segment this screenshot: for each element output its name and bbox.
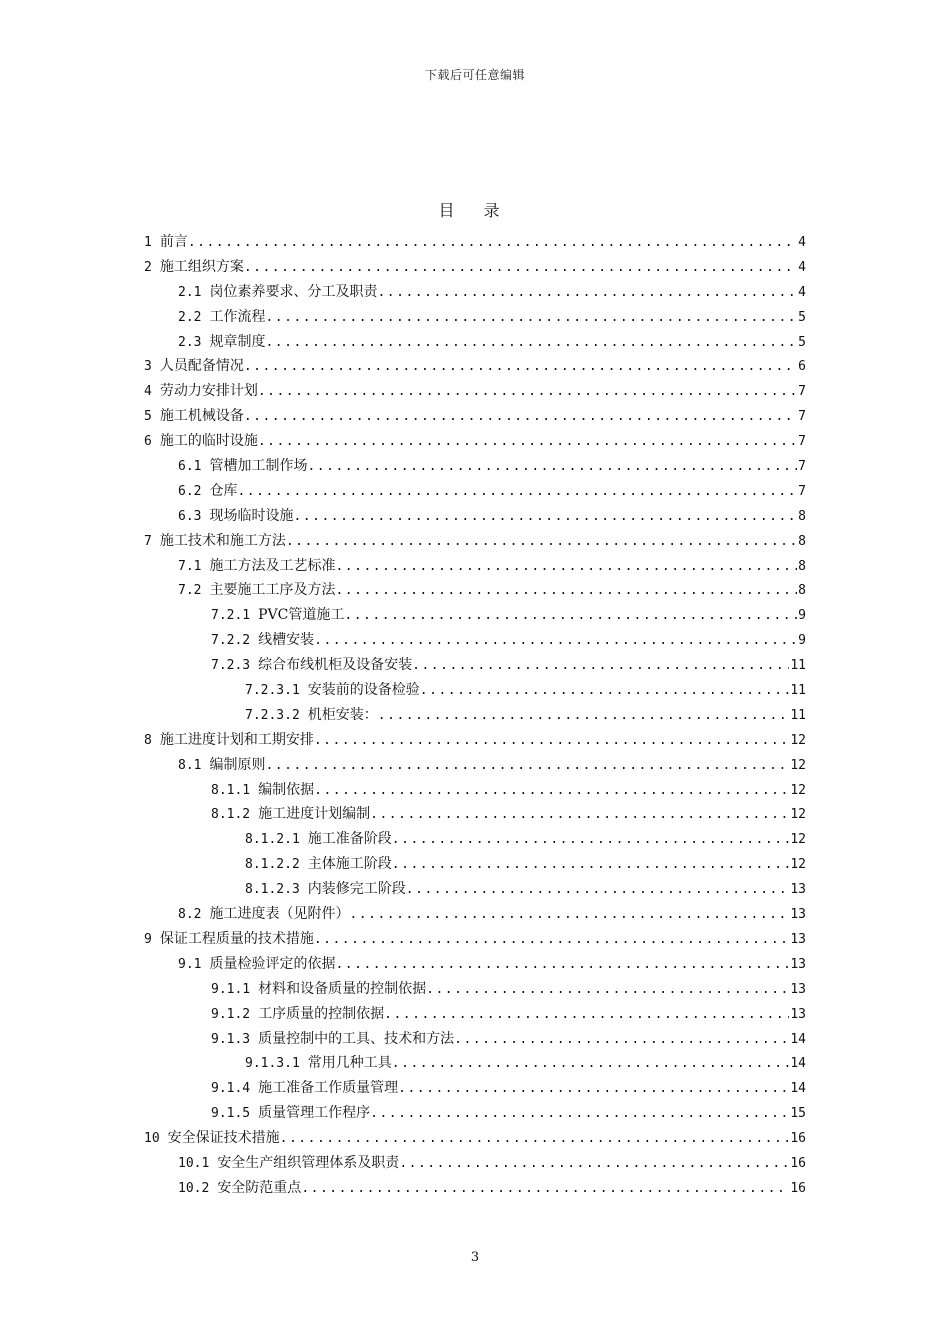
toc-entry-title: 仓库 (209, 482, 238, 499)
toc-entry-page: 16 (790, 1131, 806, 1147)
toc-entry-title: 质量控制中的工具、技术和方法 (258, 1030, 455, 1047)
toc-entry-number: 2.3 (178, 334, 202, 350)
toc-entry-title: 施工组织方案 (159, 258, 244, 275)
toc-entry-page: 12 (790, 857, 806, 873)
toc-entry-title: 主体施工阶段 (307, 856, 392, 873)
toc-entry-title: 主要施工工序及方法 (209, 582, 336, 599)
toc-leader-dots (370, 803, 789, 827)
toc-leader-dots (349, 903, 789, 927)
toc-entry[interactable] (144, 454, 806, 479)
toc-entry-number: 9.1.5 (211, 1106, 251, 1122)
toc-entry[interactable] (144, 977, 806, 1002)
toc-entry[interactable] (144, 728, 806, 753)
toc-entry-title: 施工技术和施工方法 (159, 532, 286, 549)
toc-entry[interactable] (144, 1051, 806, 1076)
toc-entry-title: 工序质量的控制依据 (258, 1005, 385, 1022)
toc-entry-number: 7.2.3.1 (245, 683, 300, 699)
toc-entry-title: PVC管道施工 (258, 607, 345, 624)
toc-entry[interactable] (144, 1101, 806, 1126)
toc-entry-title: 安全保证技术措施 (167, 1130, 280, 1147)
toc-entry-number: 9.1.2 (211, 1006, 251, 1022)
toc-entry-page: 5 (798, 334, 806, 350)
toc-leader-dots (314, 729, 790, 753)
toc-entry-number: 7.2.3.2 (245, 707, 300, 723)
toc-leader-dots (307, 455, 797, 479)
toc-entry-number: 9.1.3.1 (245, 1056, 300, 1072)
toc-entry[interactable] (144, 927, 806, 952)
toc-entry-number: 2.1 (178, 284, 202, 300)
toc-entry[interactable] (144, 827, 806, 852)
toc-entry-title: 规章制度 (209, 333, 266, 350)
toc-leader-dots (406, 878, 790, 902)
toc-leader-dots (314, 629, 797, 653)
toc-entry[interactable] (144, 354, 806, 379)
toc-leader-dots (412, 654, 789, 678)
toc-entry-number: 9.1 (178, 956, 202, 972)
toc-entry[interactable] (144, 379, 806, 404)
toc-entry-title: 工作流程 (209, 308, 266, 325)
toc-entry[interactable] (144, 653, 806, 678)
toc-entry-title: 前言 (159, 234, 188, 250)
toc-leader-dots (265, 331, 797, 355)
toc-entry[interactable] (144, 628, 806, 653)
toc-entry-number: 6.3 (178, 508, 202, 524)
toc-entry-page: 11 (790, 658, 806, 674)
toc-entry-title: 编制原则 (209, 756, 266, 773)
toc-leader-dots (265, 306, 797, 330)
toc-leader-dots (258, 380, 797, 404)
toc-leader-dots (293, 505, 797, 529)
toc-entry[interactable] (144, 504, 806, 529)
toc-entry-number: 7 (144, 533, 152, 549)
toc-entry[interactable] (144, 578, 806, 603)
toc-entry-page: 8 (798, 508, 806, 524)
toc-entry-number: 8.1.2.2 (245, 857, 300, 873)
toc-entry-page: 13 (790, 882, 806, 898)
toc-entry[interactable] (144, 753, 806, 778)
toc-entry-title: 施工进度计划编制 (258, 806, 371, 823)
toc-entry-number: 9 (144, 931, 152, 947)
toc-title: 目 录 (438, 201, 512, 220)
toc-entry-page: 16 (790, 1155, 806, 1171)
toc-leader-dots (392, 853, 790, 877)
toc-leader-dots (377, 281, 797, 305)
toc-entry[interactable] (144, 952, 806, 977)
toc-leader-dots (244, 256, 797, 280)
toc-leader-dots (399, 1152, 789, 1176)
toc-entry[interactable] (144, 230, 806, 255)
toc-leader-dots (384, 1003, 789, 1027)
toc-entry-number: 1 (144, 235, 152, 250)
toc-entry[interactable] (144, 554, 806, 579)
toc-leader-dots (258, 430, 797, 454)
toc-entry[interactable] (144, 1076, 806, 1101)
toc-entry-title: 材料和设备质量的控制依据 (258, 980, 427, 997)
toc-entry-number: 8.1 (178, 757, 202, 773)
toc-entry[interactable] (144, 877, 806, 902)
toc-entry-number: 10.2 (178, 1180, 210, 1196)
toc-entry-title: 劳动力安排计划 (159, 383, 258, 400)
toc-leader-dots (237, 480, 797, 504)
toc-entry-page: 13 (790, 1006, 806, 1022)
toc-entry-page: 8 (798, 533, 806, 549)
toc-entry[interactable] (144, 280, 806, 305)
toc-entry-page: 7 (798, 409, 806, 425)
toc-entry-title: 施工进度计划和工期安排 (159, 731, 314, 748)
toc-leader-dots (244, 355, 797, 379)
toc-entry-page: 12 (790, 782, 806, 798)
toc-entry-title: 施工进度表（见附件） (209, 906, 350, 923)
toc-entry-page: 12 (790, 732, 806, 748)
toc-entry-title: 质量管理工作程序 (258, 1105, 371, 1122)
toc-entry[interactable] (144, 603, 806, 628)
toc-entry-number: 5 (144, 409, 152, 425)
toc-entry-number: 7.1 (178, 558, 202, 574)
toc-entry-title: 安装前的设备检验 (307, 682, 420, 699)
toc-leader-dots (335, 555, 797, 579)
toc-entry-page: 13 (790, 956, 806, 972)
toc-leader-dots (398, 1077, 789, 1101)
toc-leader-dots (301, 1177, 789, 1201)
toc-entry[interactable] (144, 1151, 806, 1176)
toc-leader-dots (244, 405, 797, 429)
toc-entry[interactable] (144, 778, 806, 803)
toc-entry-number: 8.1.1 (211, 782, 251, 798)
toc-entry[interactable] (144, 1126, 806, 1151)
toc-entry-number: 10 (144, 1131, 160, 1147)
toc-entry-page: 13 (790, 981, 806, 997)
toc-entry-page: 8 (798, 583, 806, 599)
toc-entry-title: 岗位素养要求、分工及职责 (209, 283, 378, 300)
toc-entry-page: 14 (790, 1056, 806, 1072)
toc-entry-title: 安全生产组织管理体系及职责 (217, 1154, 400, 1171)
toc-entry-number: 2.2 (178, 309, 202, 325)
header-note: 下载后可任意编辑 (424, 68, 525, 82)
toc-entry-page: 7 (798, 384, 806, 400)
toc-entry-number: 6.1 (178, 459, 202, 475)
toc-entry-page: 14 (790, 1031, 806, 1047)
toc-entry-page: 14 (790, 1081, 806, 1097)
toc-leader-dots (280, 1127, 790, 1151)
toc-entry-number: 8.1.2 (211, 807, 251, 823)
toc-entry-page: 12 (790, 757, 806, 773)
toc-entry-title: 编制依据 (258, 781, 315, 798)
toc-entry-page: 11 (790, 683, 806, 699)
toc-entry-page: 9 (798, 608, 806, 624)
toc-entry-title: 机柜安装： (307, 706, 378, 723)
toc-entry-number: 6.2 (178, 483, 202, 499)
toc-entry-title: 常用几种工具 (307, 1055, 392, 1072)
toc-leader-dots (454, 1028, 789, 1052)
toc-entry-number: 8.1.2.1 (245, 832, 300, 848)
toc-entry-page: 15 (790, 1106, 806, 1122)
toc-entry[interactable] (144, 703, 806, 728)
toc-entry-page: 12 (790, 832, 806, 848)
toc-leader-dots (420, 679, 790, 703)
toc-entry-number: 8 (144, 732, 152, 748)
toc-entry[interactable] (144, 852, 806, 877)
toc-entry-number: 9.1.1 (211, 981, 251, 997)
toc-entry[interactable] (144, 479, 806, 504)
toc-entry-page: 16 (790, 1180, 806, 1196)
toc-entry-page: 5 (798, 309, 806, 325)
toc-entry-number: 7.2.1 (211, 608, 251, 624)
toc-entry-page: 4 (798, 284, 806, 300)
toc-entry-title: 管槽加工制作场 (209, 458, 308, 475)
toc-entry[interactable] (144, 404, 806, 429)
toc-entry-number: 3 (144, 359, 152, 375)
toc-entry-page: 4 (798, 259, 806, 275)
toc-leader-dots (392, 1052, 790, 1076)
toc-entry[interactable] (144, 1002, 806, 1027)
toc-entry-number: 6 (144, 434, 152, 450)
toc-entry-page: 8 (798, 558, 806, 574)
toc-entry-title: 施工准备阶段 (307, 831, 392, 848)
toc-entry-number: 8.1.2.3 (245, 882, 300, 898)
toc-leader-dots (286, 530, 797, 554)
toc-entry-page: 4 (798, 235, 806, 250)
toc-leader-dots (188, 231, 797, 255)
toc-entry[interactable] (144, 678, 806, 703)
toc-entry-title: 综合布线机柜及设备安装 (258, 657, 413, 674)
toc-entry-title: 施工方法及工艺标准 (209, 557, 336, 574)
toc-entry-page: 6 (798, 359, 806, 375)
page-number: 3 (470, 1250, 480, 1265)
toc-leader-dots (378, 704, 790, 728)
toc-entry-number: 7.2 (178, 583, 202, 599)
toc-entry-number: 10.1 (178, 1155, 210, 1171)
toc-leader-dots (392, 828, 790, 852)
toc-entry-page: 7 (798, 483, 806, 499)
toc-entry-page: 13 (790, 931, 806, 947)
toc-entry-title: 施工准备工作质量管理 (258, 1080, 399, 1097)
toc-entry-page: 7 (798, 434, 806, 450)
toc-entry[interactable] (144, 529, 806, 554)
toc-entry[interactable] (144, 1176, 806, 1201)
toc-leader-dots (265, 754, 789, 778)
toc-entry-page: 11 (790, 707, 806, 723)
toc-entry[interactable] (144, 330, 806, 355)
toc-entry-number: 8.2 (178, 907, 202, 923)
toc-entry-title: 人员配备情况 (159, 358, 244, 375)
toc-entry-page: 9 (798, 633, 806, 649)
toc-entry-title: 质量检验评定的依据 (209, 955, 336, 972)
toc-leader-dots (314, 779, 789, 803)
toc-entry-title: 保证工程质量的技术措施 (159, 930, 314, 947)
toc-entry-title: 线槽安装 (258, 632, 315, 649)
toc-entry[interactable] (144, 1027, 806, 1052)
table-of-contents (144, 230, 806, 1201)
toc-entry[interactable] (144, 255, 806, 280)
toc-leader-dots (335, 953, 789, 977)
toc-entry-number: 9.1.4 (211, 1081, 251, 1097)
toc-entry-page: 7 (798, 459, 806, 475)
toc-entry-number: 2 (144, 259, 152, 275)
toc-entry[interactable] (144, 902, 806, 927)
toc-entry-title: 内装修完工阶段 (307, 881, 406, 898)
toc-entry-number: 7.2.2 (211, 633, 251, 649)
toc-entry-title: 施工机械设备 (159, 408, 244, 425)
toc-entry-page: 13 (790, 907, 806, 923)
toc-entry-title: 安全防范重点 (217, 1179, 302, 1196)
toc-leader-dots (335, 579, 797, 603)
toc-entry-number: 7.2.3 (211, 658, 251, 674)
toc-leader-dots (314, 928, 790, 952)
toc-entry[interactable] (144, 429, 806, 454)
toc-leader-dots (344, 604, 797, 628)
toc-entry[interactable] (144, 802, 806, 827)
toc-entry-number: 4 (144, 384, 152, 400)
toc-leader-dots (370, 1102, 789, 1126)
toc-entry-number: 9.1.3 (211, 1031, 251, 1047)
toc-entry-page: 12 (790, 807, 806, 823)
toc-leader-dots (426, 978, 789, 1002)
toc-entry-title: 现场临时设施 (209, 507, 294, 524)
toc-entry-title: 施工的临时设施 (159, 433, 258, 450)
toc-entry[interactable] (144, 305, 806, 330)
